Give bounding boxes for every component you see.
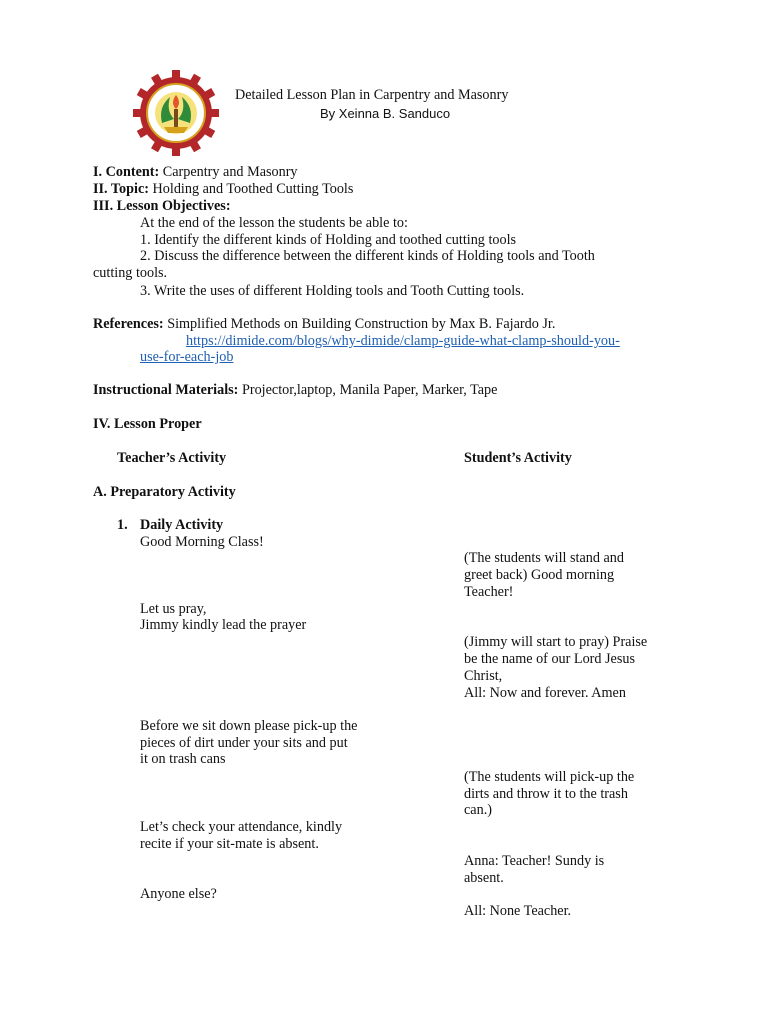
teacher-line: Anyone else? xyxy=(140,886,217,902)
document-author: By Xeinna B. Sanduco xyxy=(320,106,451,121)
materials-value: Projector,laptop, Manila Paper, Marker, Tape xyxy=(238,382,498,398)
references-line xyxy=(93,316,555,333)
reference-link[interactable]: https://dimide.com/blogs/why-dimide/clamp-guide-what-clamp-should-you- xyxy=(186,333,620,349)
content-label: I. Content: xyxy=(93,164,160,180)
student-line: (The students will stand and xyxy=(464,550,624,566)
objective-2: 2. Discuss the difference between the different kinds of Holding tools and Tooth xyxy=(140,248,595,264)
teacher-line: Jimmy kindly lead the prayer xyxy=(140,617,307,633)
teacher-line: pieces of dirt under your sits and put xyxy=(140,735,348,751)
materials-line xyxy=(93,382,497,399)
teacher-line: Before we sit down please pick-up the xyxy=(140,718,358,734)
student-line: dirts and throw it to the trash xyxy=(464,786,628,802)
teacher-line: recite if your sit-mate is absent. xyxy=(140,836,319,852)
student-line: All: Now and forever. Amen xyxy=(464,685,626,701)
student-line: be the name of our Lord Jesus xyxy=(464,651,635,667)
student-activity-header: Student’s Activity xyxy=(464,450,572,466)
reference-link-continued[interactable]: use-for-each-job xyxy=(140,349,234,365)
student-line: Teacher! xyxy=(464,584,514,600)
objectives-label: III. Lesson Objectives: xyxy=(93,198,231,214)
daily-activity-number: 1. xyxy=(117,517,128,533)
references-label: References: xyxy=(93,316,164,332)
teacher-line: it on trash cans xyxy=(140,751,226,767)
lesson-proper-heading: IV. Lesson Proper xyxy=(93,416,202,432)
teacher-line: Let us pray, xyxy=(140,601,207,617)
objective-2-continued: cutting tools. xyxy=(93,265,168,281)
objective-1: 1. Identify the different kinds of Holding and toothed cutting tools xyxy=(140,232,517,248)
student-line: (Jimmy will start to pray) Praise xyxy=(464,634,648,650)
student-line: absent. xyxy=(464,870,504,886)
daily-activity-heading: Daily Activity xyxy=(140,517,224,533)
teacher-activity-header: Teacher’s Activity xyxy=(117,450,227,466)
topic-value: Holding and Toothed Cutting Tools xyxy=(149,181,354,197)
teacher-line: Let’s check your attendance, kindly xyxy=(140,819,343,835)
references-value: Simplified Methods on Building Construction by Max B. Fajardo Jr. xyxy=(163,316,556,332)
student-line: Christ, xyxy=(464,668,503,684)
school-seal-logo xyxy=(128,70,224,156)
topic-line xyxy=(93,181,353,198)
student-line: All: None Teacher. xyxy=(464,903,572,919)
materials-label: Instructional Materials: xyxy=(93,382,239,398)
preparatory-activity-heading: A. Preparatory Activity xyxy=(93,484,236,500)
student-line: (The students will pick-up the xyxy=(464,769,635,785)
objectives-intro: At the end of the lesson the students be able to: xyxy=(140,215,408,231)
document-title: Detailed Lesson Plan in Carpentry and Masonry xyxy=(235,87,509,103)
student-line: greet back) Good morning xyxy=(464,567,615,583)
topic-label: II. Topic: xyxy=(93,181,149,197)
student-line: can.) xyxy=(464,802,492,818)
student-line: Anna: Teacher! Sundy is xyxy=(464,853,605,869)
teacher-line: Good Morning Class! xyxy=(140,534,264,550)
content-value: Carpentry and Masonry xyxy=(159,164,298,180)
content-line xyxy=(93,164,298,181)
objective-3: 3. Write the uses of different Holding tools and Tooth Cutting tools. xyxy=(140,283,525,299)
